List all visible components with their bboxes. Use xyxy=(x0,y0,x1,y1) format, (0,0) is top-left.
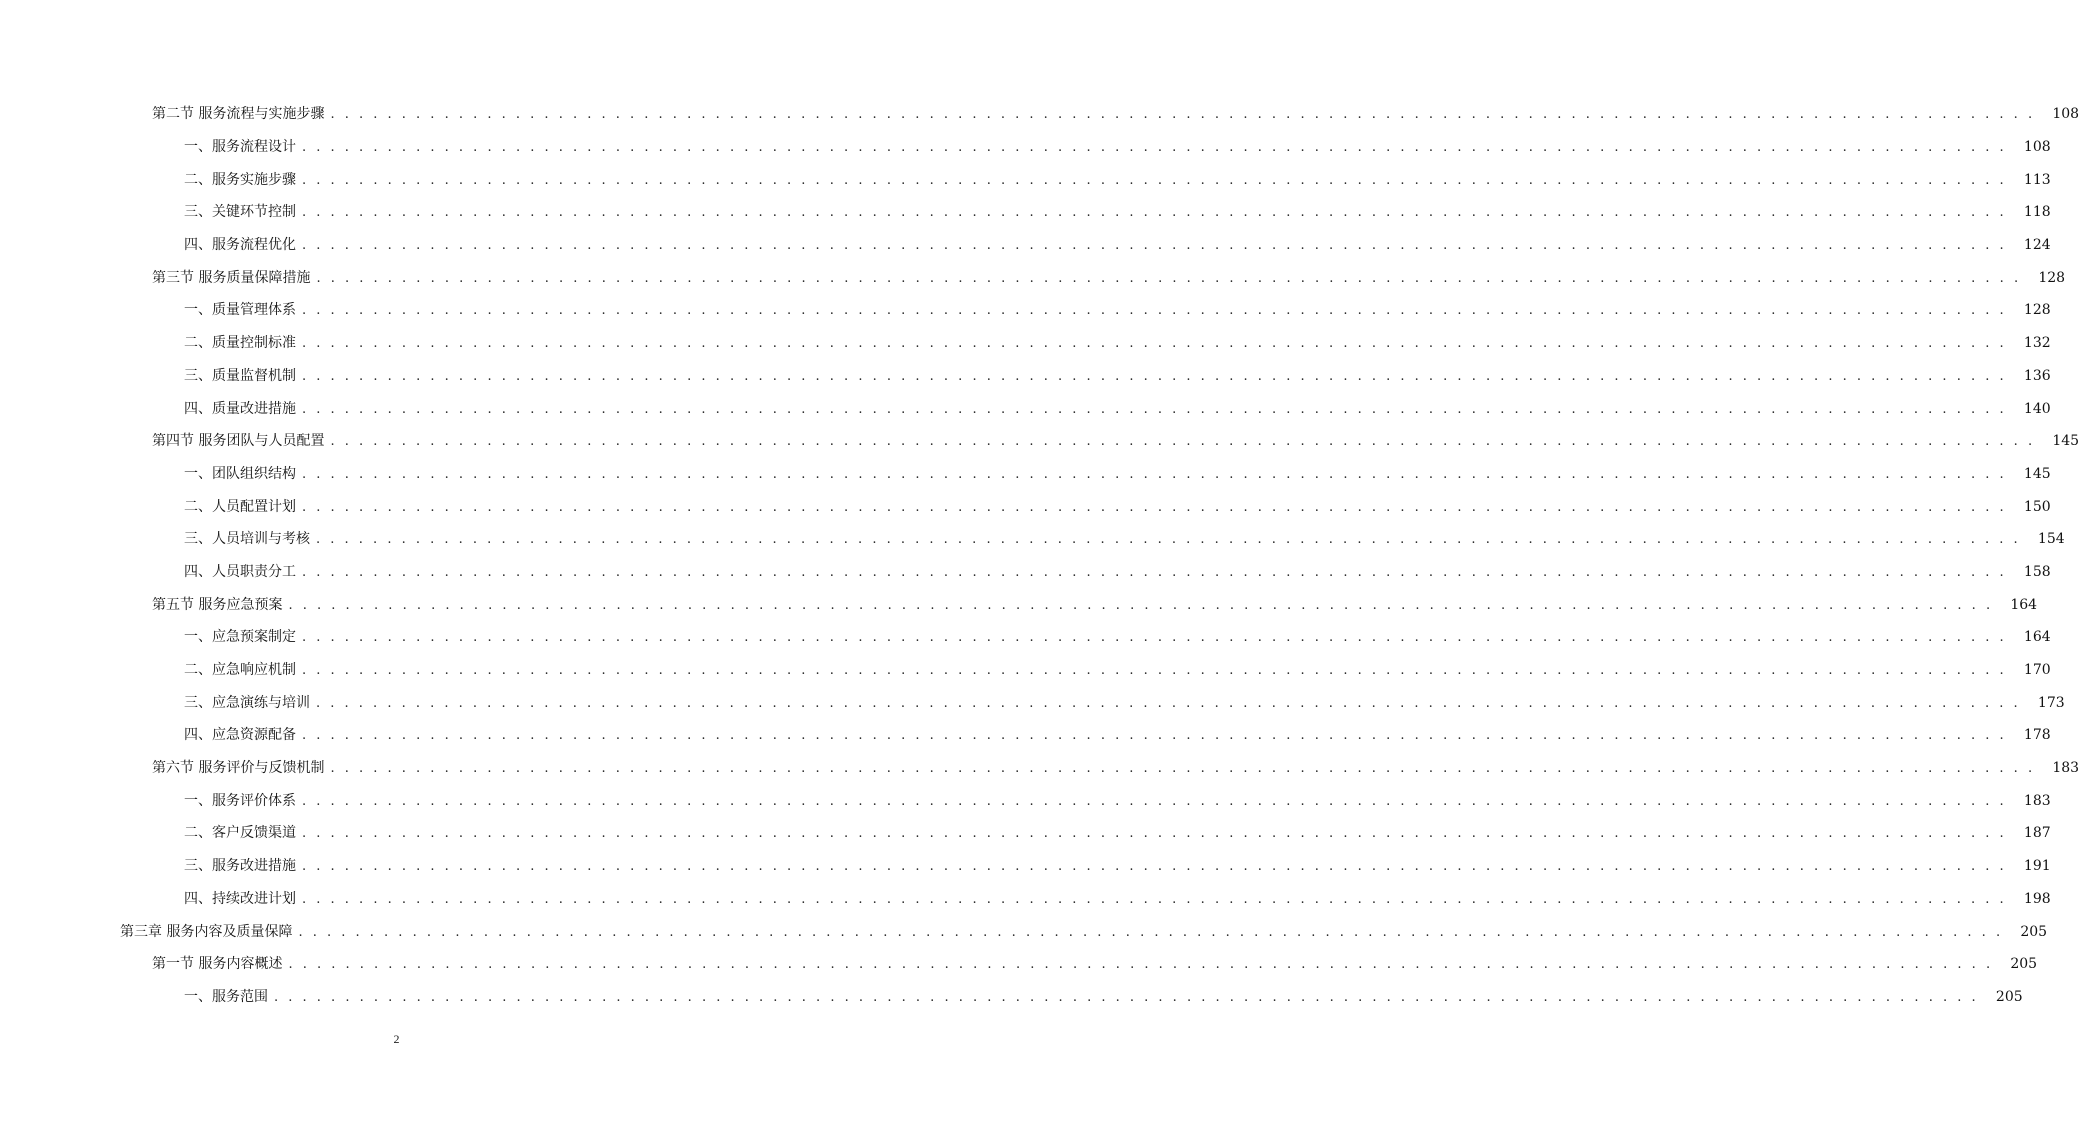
toc-entry-page-number: 154 xyxy=(2037,531,2065,548)
toc-entry-title: 二、应急响应机制 xyxy=(184,662,296,679)
toc-entry-page-number: 205 xyxy=(2020,923,2048,940)
toc-subsection-entry[interactable] xyxy=(0,458,2051,491)
toc-entry-title: 二、人员配置计划 xyxy=(184,498,296,515)
toc-entry-title: 第一节 服务内容概述 xyxy=(152,956,283,973)
toc-section-entry[interactable] xyxy=(0,98,2079,131)
toc-entry-page-number: 145 xyxy=(2052,433,2079,450)
toc-subsection-entry[interactable] xyxy=(0,883,2051,916)
toc-dot-leader: . . . . . . . . . . . . . . . . . . . . . . . . . . . . . . . . . . . . . . . . . . . . . . . . . . . . . . . . . . . . . . . . . . . . . . . . . . . . . . . . . . . . . . . . . . . . . . . . . . . . . . . . . . . . . . . . . . . . . . . . xyxy=(302,140,2007,156)
toc-entry-title: 第三节 服务质量保障措施 xyxy=(152,269,311,286)
toc-entry-title: 三、关键环节控制 xyxy=(184,204,296,221)
toc-dot-leader: . . . . . . . . . . . . . . . . . . . . . . . . . . . . . . . . . . . . . . . . . . . . . . . . . . . . . . . . . . . . . . . . . . . . . . . . . . . . . . . . . . . . . . . . . . . . . . . . . . . . . . . . . . . . . . . . . . . . . . . . xyxy=(298,924,2004,940)
toc-entry-page-number: 173 xyxy=(2037,694,2065,711)
toc-subsection-entry[interactable] xyxy=(0,294,2051,327)
toc-subsection-entry[interactable] xyxy=(0,392,2051,425)
page-number: 2 xyxy=(393,1032,400,1046)
toc-entry-page-number: 128 xyxy=(2023,302,2051,319)
toc-subsection-entry[interactable] xyxy=(0,817,2051,850)
toc-section-entry[interactable] xyxy=(0,425,2079,458)
toc-entry-title: 四、服务流程优化 xyxy=(184,237,296,254)
toc-dot-leader: . . . . . . . . . . . . . . . . . . . . . . . . . . . . . . . . . . . . . . . . . . . . . . . . . . . . . . . . . . . . . . . . . . . . . . . . . . . . . . . . . . . . . . . . . . . . . . . . . . . . . . . . . . . . . . . . . . . . . . . . xyxy=(302,728,2007,744)
table-of-contents xyxy=(0,98,2079,1013)
toc-subsection-entry[interactable] xyxy=(0,523,2065,556)
toc-entry-page-number: 118 xyxy=(2023,204,2051,221)
toc-subsection-entry[interactable] xyxy=(0,131,2051,164)
toc-subsection-entry[interactable] xyxy=(0,981,2023,1014)
toc-dot-leader: . . . . . . . . . . . . . . . . . . . . . . . . . . . . . . . . . . . . . . . . . . . . . . . . . . . . . . . . . . . . . . . . . . . . . . . . . . . . . . . . . . . . . . . . . . . . . . . . . . . . . . . . . . . . . . . . . . . . . . . . xyxy=(288,957,1994,973)
toc-entry-page-number: 136 xyxy=(2023,367,2051,384)
toc-entry-title: 四、人员职责分工 xyxy=(184,563,296,580)
toc-dot-leader: . . . . . . . . . . . . . . . . . . . . . . . . . . . . . . . . . . . . . . . . . . . . . . . . . . . . . . . . . . . . . . . . . . . . . . . . . . . . . . . . . . . . . . . . . . . . . . . . . . . . . . . . . . . . . . . . . . . . . . . . xyxy=(316,695,2021,711)
toc-subsection-entry[interactable] xyxy=(0,490,2051,523)
toc-dot-leader: . . . . . . . . . . . . . . . . . . . . . . . . . . . . . . . . . . . . . . . . . . . . . . . . . . . . . . . . . . . . . . . . . . . . . . . . . . . . . . . . . . . . . . . . . . . . . . . . . . . . . . . . . . . . . . . . . . . . . . . . xyxy=(302,172,2007,188)
toc-entry-page-number: 178 xyxy=(2023,727,2051,744)
toc-entry-page-number: 150 xyxy=(2023,498,2051,515)
toc-entry-title: 第四节 服务团队与人员配置 xyxy=(152,433,325,450)
toc-dot-leader: . . . . . . . . . . . . . . . . . . . . . . . . . . . . . . . . . . . . . . . . . . . . . . . . . . . . . . . . . . . . . . . . . . . . . . . . . . . . . . . . . . . . . . . . . . . . . . . . . . . . . . . . . . . . . . . . . . . . . . . . xyxy=(302,205,2007,221)
toc-entry-page-number: 170 xyxy=(2023,662,2051,679)
toc-entry-page-number: 108 xyxy=(2023,139,2051,156)
toc-entry-title: 第三章 服务内容及质量保障 xyxy=(120,923,293,940)
toc-dot-leader: . . . . . . . . . . . . . . . . . . . . . . . . . . . . . . . . . . . . . . . . . . . . . . . . . . . . . . . . . . . . . . . . . . . . . . . . . . . . . . . . . . . . . . . . . . . . . . . . . . . . . . . . . . . . . . . . . . . . . . . . xyxy=(330,434,2036,450)
toc-subsection-entry[interactable] xyxy=(0,654,2051,687)
toc-dot-leader: . . . . . . . . . . . . . . . . . . . . . . . . . . . . . . . . . . . . . . . . . . . . . . . . . . . . . . . . . . . . . . . . . . . . . . . . . . . . . . . . . . . . . . . . . . . . . . . . . . . . . . . . . . . . . . . . . . . . . . . . xyxy=(302,401,2007,417)
toc-entry-page-number: 132 xyxy=(2023,335,2051,352)
toc-dot-leader: . . . . . . . . . . . . . . . . . . . . . . . . . . . . . . . . . . . . . . . . . . . . . . . . . . . . . . . . . . . . . . . . . . . . . . . . . . . . . . . . . . . . . . . . . . . . . . . . . . . . . . . . . . . . . . . . . . . . . . . . xyxy=(302,630,2007,646)
toc-subsection-entry[interactable] xyxy=(0,556,2051,589)
toc-dot-leader: . . . . . . . . . . . . . . . . . . . . . . . . . . . . . . . . . . . . . . . . . . . . . . . . . . . . . . . . . . . . . . . . . . . . . . . . . . . . . . . . . . . . . . . . . . . . . . . . . . . . . . . . . . . . . . . . . . . . . . . . xyxy=(302,336,2007,352)
toc-dot-leader: . . . . . . . . . . . . . . . . . . . . . . . . . . . . . . . . . . . . . . . . . . . . . . . . . . . . . . . . . . . . . . . . . . . . . . . . . . . . . . . . . . . . . . . . . . . . . . . . . . . . . . . . . . . . . . . . . . . . . . . . xyxy=(302,826,2007,842)
toc-subsection-entry[interactable] xyxy=(0,850,2051,883)
toc-entry-title: 三、质量监督机制 xyxy=(184,367,296,384)
toc-dot-leader: . . . . . . . . . . . . . . . . . . . . . . . . . . . . . . . . . . . . . . . . . . . . . . . . . . . . . . . . . . . . . . . . . . . . . . . . . . . . . . . . . . . . . . . . . . . . . . . . . . . . . . . . . . . . . . . . . . . . . . . . xyxy=(302,564,2007,580)
toc-subsection-entry[interactable] xyxy=(0,784,2051,817)
toc-entry-title: 四、持续改进计划 xyxy=(184,890,296,907)
toc-entry-page-number: 164 xyxy=(2023,629,2051,646)
toc-entry-title: 四、应急资源配备 xyxy=(184,727,296,744)
toc-dot-leader: . . . . . . . . . . . . . . . . . . . . . . . . . . . . . . . . . . . . . . . . . . . . . . . . . . . . . . . . . . . . . . . . . . . . . . . . . . . . . . . . . . . . . . . . . . . . . . . . . . . . . . . . . . . . . . . . . . . . . . . . xyxy=(302,238,2007,254)
toc-entry-title: 三、人员培训与考核 xyxy=(184,531,310,548)
toc-entry-title: 一、应急预案制定 xyxy=(184,629,296,646)
toc-dot-leader: . . . . . . . . . . . . . . . . . . . . . . . . . . . . . . . . . . . . . . . . . . . . . . . . . . . . . . . . . . . . . . . . . . . . . . . . . . . . . . . . . . . . . . . . . . . . . . . . . . . . . . . . . . . . . . . . . . . . . . . . xyxy=(302,663,2007,679)
toc-entry-title: 一、服务范围 xyxy=(184,988,268,1005)
toc-entry-page-number: 164 xyxy=(2010,596,2038,613)
toc-dot-leader: . . . . . . . . . . . . . . . . . . . . . . . . . . . . . . . . . . . . . . . . . . . . . . . . . . . . . . . . . . . . . . . . . . . . . . . . . . . . . . . . . . . . . . . . . . . . . . . . . . . . . . . . . . . . . . . . . . . . . . . . xyxy=(316,270,2022,286)
toc-entry-title: 三、应急演练与培训 xyxy=(184,694,310,711)
toc-entry-page-number: 205 xyxy=(2010,956,2038,973)
toc-subsection-entry[interactable] xyxy=(0,327,2051,360)
toc-entry-title: 一、团队组织结构 xyxy=(184,465,296,482)
toc-entry-title: 第五节 服务应急预案 xyxy=(152,596,283,613)
toc-entry-page-number: 108 xyxy=(2052,106,2079,123)
toc-entry-page-number: 140 xyxy=(2023,400,2051,417)
toc-entry-page-number: 124 xyxy=(2023,237,2051,254)
toc-entry-page-number: 113 xyxy=(2023,171,2051,188)
toc-dot-leader: . . . . . . . . . . . . . . . . . . . . . . . . . . . . . . . . . . . . . . . . . . . . . . . . . . . . . . . . . . . . . . . . . . . . . . . . . . . . . . . . . . . . . . . . . . . . . . . . . . . . . . . . . . . . . . . . . . . . . . . . xyxy=(302,859,2007,875)
toc-entry-title: 二、服务实施步骤 xyxy=(184,171,296,188)
toc-dot-leader: . . . . . . . . . . . . . . . . . . . . . . . . . . . . . . . . . . . . . . . . . . . . . . . . . . . . . . . . . . . . . . . . . . . . . . . . . . . . . . . . . . . . . . . . . . . . . . . . . . . . . . . . . . . . . . . . . . . . . . . . xyxy=(302,499,2007,515)
toc-dot-leader: . . . . . . . . . . . . . . . . . . . . . . . . . . . . . . . . . . . . . . . . . . . . . . . . . . . . . . . . . . . . . . . . . . . . . . . . . . . . . . . . . . . . . . . . . . . . . . . . . . . . . . . . . . . . . . . . . . . . . . . . xyxy=(330,761,2036,777)
toc-subsection-entry[interactable] xyxy=(0,229,2051,262)
toc-subsection-entry[interactable] xyxy=(0,621,2051,654)
toc-entry-title: 一、服务流程设计 xyxy=(184,139,296,156)
toc-dot-leader: . . . . . . . . . . . . . . . . . . . . . . . . . . . . . . . . . . . . . . . . . . . . . . . . . . . . . . . . . . . . . . . . . . . . . . . . . . . . . . . . . . . . . . . . . . . . . . . . . . . . . . . . . . . . . . . . . . . . . . . . xyxy=(330,107,2036,123)
toc-entry-title: 一、服务评价体系 xyxy=(184,792,296,809)
toc-entry-page-number: 128 xyxy=(2038,269,2066,286)
toc-dot-leader: . . . . . . . . . . . . . . . . . . . . . . . . . . . . . . . . . . . . . . . . . . . . . . . . . . . . . . . . . . . . . . . . . . . . . . . . . . . . . . . . . . . . . . . . . . . . . . . . . . . . . . . . . . . . . . . . . . . . . . . . xyxy=(302,303,2007,319)
toc-dot-leader: . . . . . . . . . . . . . . . . . . . . . . . . . . . . . . . . . . . . . . . . . . . . . . . . . . . . . . . . . . . . . . . . . . . . . . . . . . . . . . . . . . . . . . . . . . . . . . . . . . . . . . . . . . . . . . . . . . . . . . . . xyxy=(316,532,2021,548)
toc-section-entry[interactable] xyxy=(0,752,2079,785)
toc-subsection-entry[interactable] xyxy=(0,360,2051,393)
toc-dot-leader: . . . . . . . . . . . . . . . . . . . . . . . . . . . . . . . . . . . . . . . . . . . . . . . . . . . . . . . . . . . . . . . . . . . . . . . . . . . . . . . . . . . . . . . . . . . . . . . . . . . . . . . . . . . . . . . . . . . . . . . . xyxy=(302,368,2007,384)
toc-entry-page-number: 205 xyxy=(1995,988,2023,1005)
toc-section-entry[interactable] xyxy=(0,261,2066,294)
toc-subsection-entry[interactable] xyxy=(0,719,2051,752)
toc-dot-leader: . . . . . . . . . . . . . . . . . . . . . . . . . . . . . . . . . . . . . . . . . . . . . . . . . . . . . . . . . . . . . . . . . . . . . . . . . . . . . . . . . . . . . . . . . . . . . . . . . . . . . . . . . . . . . . . . . . . . . . . . xyxy=(302,891,2007,907)
toc-section-entry[interactable] xyxy=(0,588,2038,621)
toc-subsection-entry[interactable] xyxy=(0,196,2051,229)
toc-section-entry[interactable] xyxy=(0,948,2038,981)
toc-entry-title: 二、质量控制标准 xyxy=(184,335,296,352)
toc-entry-title: 一、质量管理体系 xyxy=(184,302,296,319)
toc-subsection-entry[interactable] xyxy=(0,686,2065,719)
toc-dot-leader: . . . . . . . . . . . . . . . . . . . . . . . . . . . . . . . . . . . . . . . . . . . . . . . . . . . . . . . . . . . . . . . . . . . . . . . . . . . . . . . . . . . . . . . . . . . . . . . . . . . . . . . . . . . . . . . . . . . . . . . . xyxy=(288,597,1994,613)
toc-entry-page-number: 187 xyxy=(2023,825,2051,842)
toc-entry-page-number: 198 xyxy=(2023,890,2051,907)
toc-chapter-entry[interactable] xyxy=(0,915,2048,948)
toc-dot-leader: . . . . . . . . . . . . . . . . . . . . . . . . . . . . . . . . . . . . . . . . . . . . . . . . . . . . . . . . . . . . . . . . . . . . . . . . . . . . . . . . . . . . . . . . . . . . . . . . . . . . . . . . . . . . . . . . . . . . . . . . xyxy=(302,793,2007,809)
toc-entry-title: 二、客户反馈渠道 xyxy=(184,825,296,842)
toc-entry-title: 第六节 服务评价与反馈机制 xyxy=(152,760,325,777)
toc-entry-title: 三、服务改进措施 xyxy=(184,858,296,875)
toc-entry-title: 第二节 服务流程与实施步骤 xyxy=(152,106,325,123)
toc-entry-page-number: 158 xyxy=(2023,563,2051,580)
toc-entry-page-number: 183 xyxy=(2052,760,2079,777)
toc-entry-page-number: 191 xyxy=(2023,858,2051,875)
toc-entry-page-number: 145 xyxy=(2023,465,2051,482)
toc-subsection-entry[interactable] xyxy=(0,163,2051,196)
toc-dot-leader: . . . . . . . . . . . . . . . . . . . . . . . . . . . . . . . . . . . . . . . . . . . . . . . . . . . . . . . . . . . . . . . . . . . . . . . . . . . . . . . . . . . . . . . . . . . . . . . . . . . . . . . . . . . . . . . . . . . . . . . . xyxy=(302,466,2007,482)
toc-dot-leader: . . . . . . . . . . . . . . . . . . . . . . . . . . . . . . . . . . . . . . . . . . . . . . . . . . . . . . . . . . . . . . . . . . . . . . . . . . . . . . . . . . . . . . . . . . . . . . . . . . . . . . . . . . . . . . . . . . . . . . . . xyxy=(274,989,1979,1005)
toc-entry-page-number: 183 xyxy=(2023,792,2051,809)
toc-entry-title: 四、质量改进措施 xyxy=(184,400,296,417)
